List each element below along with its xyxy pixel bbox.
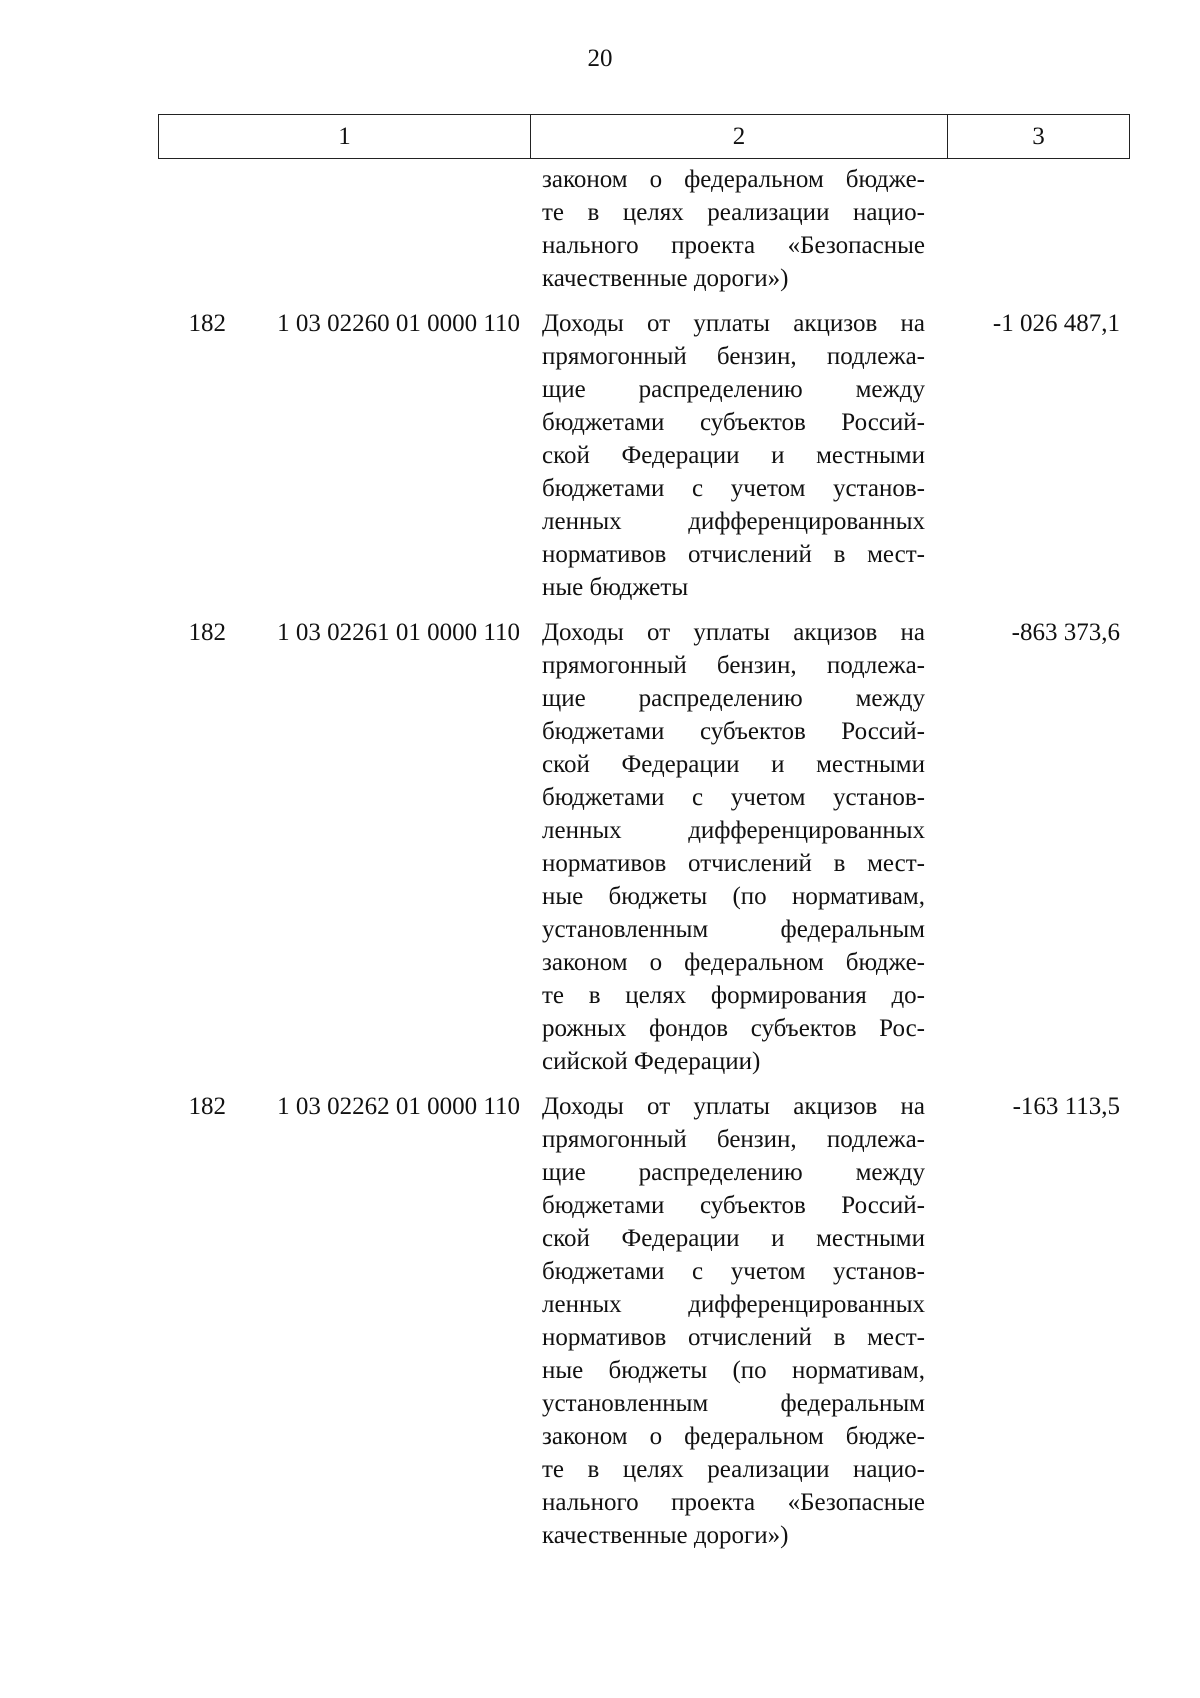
table-body (158, 163, 1130, 1552)
classification-code-cell: 1 03 02262 01 0000 110 (277, 1093, 520, 1120)
description-line: установленным федеральным (542, 916, 925, 943)
description-line: бюджетами с учетом установ- (542, 475, 925, 502)
description-line: законом о федеральном бюдже- (542, 1423, 925, 1450)
description-cell (530, 1090, 925, 1552)
description-line: нормативов отчислений в мест- (542, 850, 925, 877)
description-line: ской Федерации и местными (542, 751, 925, 778)
description-line: бюджетами субъектов Россий- (542, 409, 925, 436)
description-line: ные бюджеты (по нормативам, (542, 1357, 925, 1384)
description-line: установленным федеральным (542, 1390, 925, 1417)
description-line: сийской Федерации) (542, 1048, 761, 1075)
description-line: ской Федерации и местными (542, 1225, 925, 1252)
description-line: щие распределению между (542, 376, 925, 403)
description-cell (530, 307, 925, 604)
description-line: качественные дороги») (542, 1522, 789, 1549)
description-line: Доходы от уплаты акцизов на (542, 619, 925, 646)
classification-code-cell: 1 03 02260 01 0000 110 (277, 310, 520, 337)
header-column-1: 1 (159, 115, 531, 158)
amount-cell (925, 163, 1130, 295)
description-line: бюджетами с учетом установ- (542, 784, 925, 811)
description-line: прямогонный бензин, подлежа- (542, 1126, 925, 1153)
classification-code-cell (228, 163, 530, 295)
description-line: прямогонный бензин, подлежа- (542, 343, 925, 370)
description-line: ленных дифференцированных (542, 508, 925, 535)
description-line: нального проекта «Безопасные (542, 1489, 925, 1516)
classification-code-cell: 1 03 02261 01 0000 110 (277, 619, 520, 646)
header-column-2: 2 (531, 115, 948, 158)
admin-code-cell: 182 (188, 619, 226, 646)
header-column-3: 3 (1032, 122, 1045, 150)
admin-code-cell (158, 163, 228, 295)
description-cell (530, 616, 925, 1078)
amount-cell: -1 026 487,1 (992, 310, 1120, 337)
description-line: ской Федерации и местными (542, 442, 925, 469)
description-line: ленных дифференцированных (542, 817, 925, 844)
description-line: прямогонный бензин, подлежа- (542, 652, 925, 679)
description-line: ленных дифференцированных (542, 1291, 925, 1318)
table-row-continuation (158, 163, 1130, 295)
description-line: нормативов отчислений в мест- (542, 1324, 925, 1351)
description-line: бюджетами субъектов Россий- (542, 1192, 925, 1219)
table-row (158, 1090, 1130, 1552)
description-line: те в целях реализации нацио- (542, 1456, 925, 1483)
description-line: щие распределению между (542, 685, 925, 712)
description-line: те в целях реализации нацио- (542, 199, 925, 226)
table-header-row (158, 114, 1130, 159)
table-row (158, 616, 1130, 1078)
page-number: 20 (587, 45, 613, 72)
table-row (158, 307, 1130, 604)
amount-cell: -863 373,6 (1011, 619, 1120, 646)
description-line: бюджетами с учетом установ- (542, 1258, 925, 1285)
admin-code-cell: 182 (188, 1093, 226, 1120)
description-line: те в целях формирования до- (542, 982, 925, 1009)
description-line: законом о федеральном бюдже- (542, 949, 925, 976)
description-line: ные бюджеты (по нормативам, (542, 883, 925, 910)
description-line: ные бюджеты (542, 574, 689, 601)
admin-code-cell: 182 (188, 310, 226, 337)
description-line: щие распределению между (542, 1159, 925, 1186)
description-line: законом о федеральном бюдже- (542, 166, 925, 193)
description-cell (530, 163, 925, 295)
description-line: качественные дороги») (542, 265, 789, 292)
description-line: Доходы от уплаты акцизов на (542, 1093, 925, 1120)
description-line: нормативов отчислений в мест- (542, 541, 925, 568)
amount-cell: -163 113,5 (1012, 1093, 1120, 1120)
description-line: бюджетами субъектов Россий- (542, 718, 925, 745)
description-line: нального проекта «Безопасные (542, 232, 925, 259)
description-line: Доходы от уплаты акцизов на (542, 310, 925, 337)
description-line: рожных фондов субъектов Рос- (542, 1015, 925, 1042)
